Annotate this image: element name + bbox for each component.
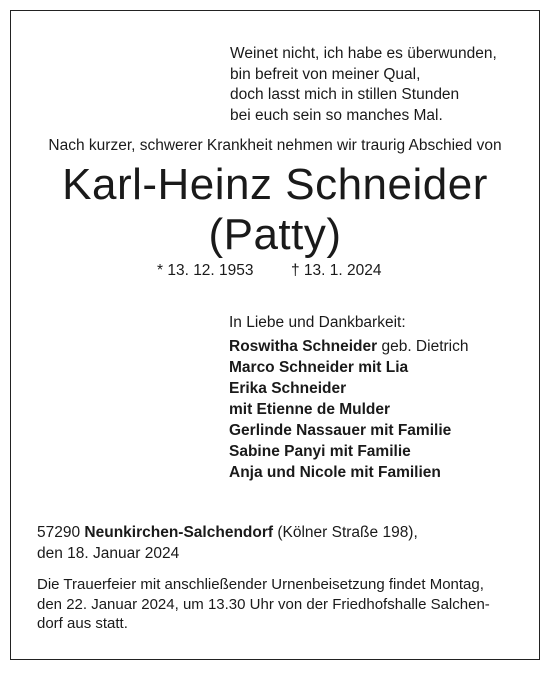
poem-line: bei euch sein so manches Mal. [230, 106, 443, 124]
notice-date: den 18. Januar 2024 [37, 545, 180, 562]
deceased-nickname: (Patty) [208, 210, 342, 259]
mourner-item: Marco Schneider mit Lia [229, 359, 409, 376]
address-line [37, 522, 418, 543]
deceased-name: Karl-Heinz Schneider [62, 160, 488, 209]
street-address: (Kölner Straße 198), [273, 524, 418, 541]
service-line: den 22. Januar 2024, um 13.30 Uhr von der Friedhofshalle Salchen- [37, 595, 490, 613]
town-name: Neunkirchen-Salchendorf [84, 524, 274, 541]
poem-line: bin befreit von meiner Qual, [230, 65, 421, 83]
mourner-item [229, 336, 468, 357]
service-info [37, 575, 490, 634]
mourner-item: Sabine Panyi mit Familie [229, 443, 411, 460]
obituary-notice [10, 10, 540, 660]
mourner-item: Anja und Nicole mit Familien [229, 464, 441, 481]
service-line: dorf aus statt. [37, 615, 128, 632]
poem-line: Weinet nicht, ich habe es überwunden, [230, 45, 497, 62]
mourners-list [229, 312, 468, 483]
birth-date: * 13. 12. 1953 [157, 262, 254, 279]
intro-text: Nach kurzer, schwerer Krankheit nehmen wir traurig Abschied von [48, 137, 502, 154]
location-block [37, 522, 418, 564]
mourner-maiden-name: geb. Dietrich [377, 338, 469, 355]
death-date: † 13. 1. 2024 [291, 262, 382, 279]
poem [230, 44, 497, 126]
poem-line: doch lasst mich in stillen Stunden [230, 86, 460, 103]
mourner-item: Gerlinde Nassauer mit Familie [229, 422, 452, 439]
mourners-lead: In Liebe und Dankbarkeit: [229, 314, 406, 331]
mourner-item: Erika Schneider [229, 380, 347, 397]
postcode: 57290 [37, 524, 85, 541]
mourner-name: Roswitha Schneider [229, 338, 378, 355]
mourner-item: mit Etienne de Mulder [229, 401, 391, 418]
service-line: Die Trauerfeier mit anschließender Urnenbeisetzung findet Montag, [37, 576, 484, 593]
